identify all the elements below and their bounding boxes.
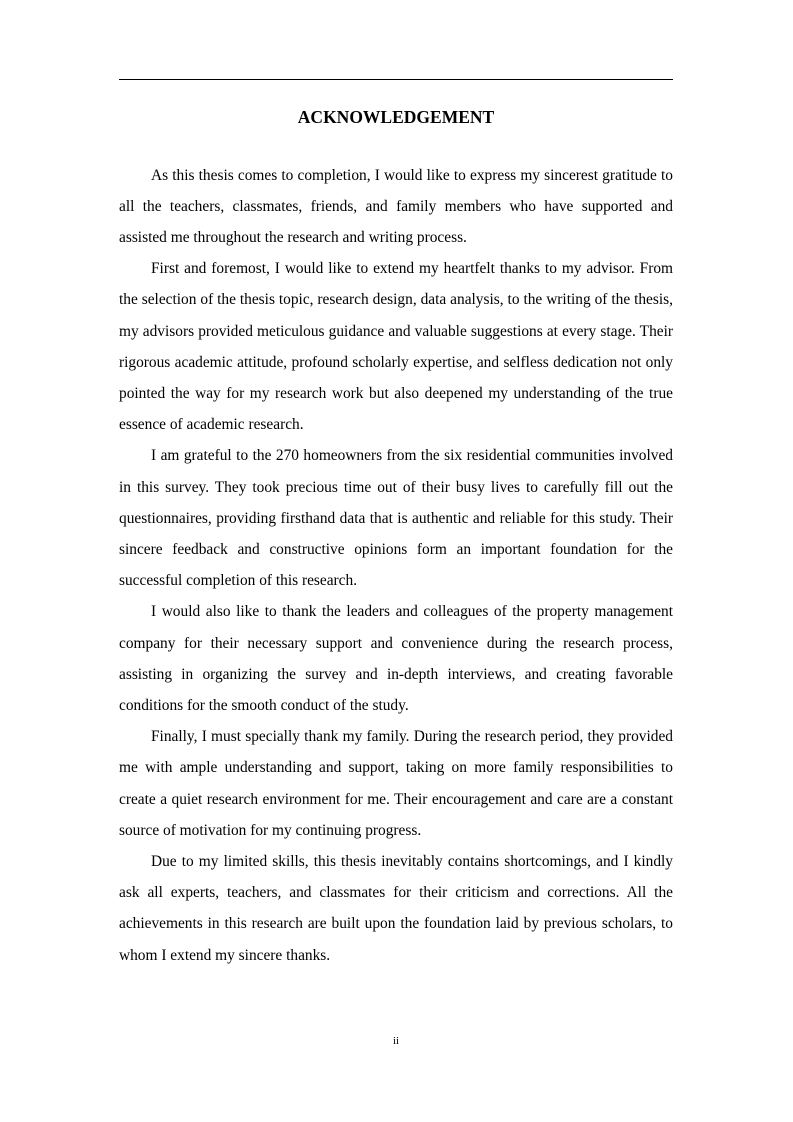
header-rule bbox=[119, 79, 673, 80]
acknowledgement-body bbox=[119, 160, 673, 971]
paragraph: First and foremost, I would like to extend my heartfelt thanks to my advisor. From the selection of the thesis topic, research design, data analysis, to the writing of the thesis, my advisors provided meticulous guidance and valuable suggestions at every stage. Their rigorous academic attitude, profound scholarly expertise, and selfless dedication not only pointed the way for my research work but also deepened my understanding of the true essence of academic research. bbox=[119, 260, 673, 434]
page-title: ACKNOWLEDGEMENT bbox=[297, 107, 495, 127]
paragraph: As this thesis comes to completion, I would like to express my sincerest gratitude to all the teachers, classmates, friends, and family members who have supported and assisted me throughout the research and writing process. bbox=[119, 166, 673, 246]
paragraph: Due to my limited skills, this thesis inevitably contains shortcomings, and I kindly ask all experts, teachers, and classmates for their criticism and corrections. All the achievements in this research are built upon the foundation laid by previous scholars, to whom I extend my sincere thanks. bbox=[119, 852, 673, 964]
paragraph: Finally, I must specially thank my family. During the research period, they provided me with ample understanding and support, taking on more family responsibilities to create a quiet research environment for me. Their encouragement and care are a constant source of motivation for my continuing progress. bbox=[119, 728, 673, 839]
paragraph: I would also like to thank the leaders and colleagues of the property management company for their necessary support and convenience during the research process, assisting in organizing the survey and in-depth interviews, and creating favorable conditions for the smooth conduct of the study. bbox=[119, 603, 673, 714]
paragraph: I am grateful to the 270 homeowners from the six residential communities involved in this survey. They took precious time out of their busy lives to carefully fill out the questionnaires, providing firsthand data that is authentic and reliable for this study. Their sincere feedback and constructive opinions form an important foundation for the successful completion of this research. bbox=[119, 447, 673, 590]
page-number: ii bbox=[392, 1035, 400, 1047]
